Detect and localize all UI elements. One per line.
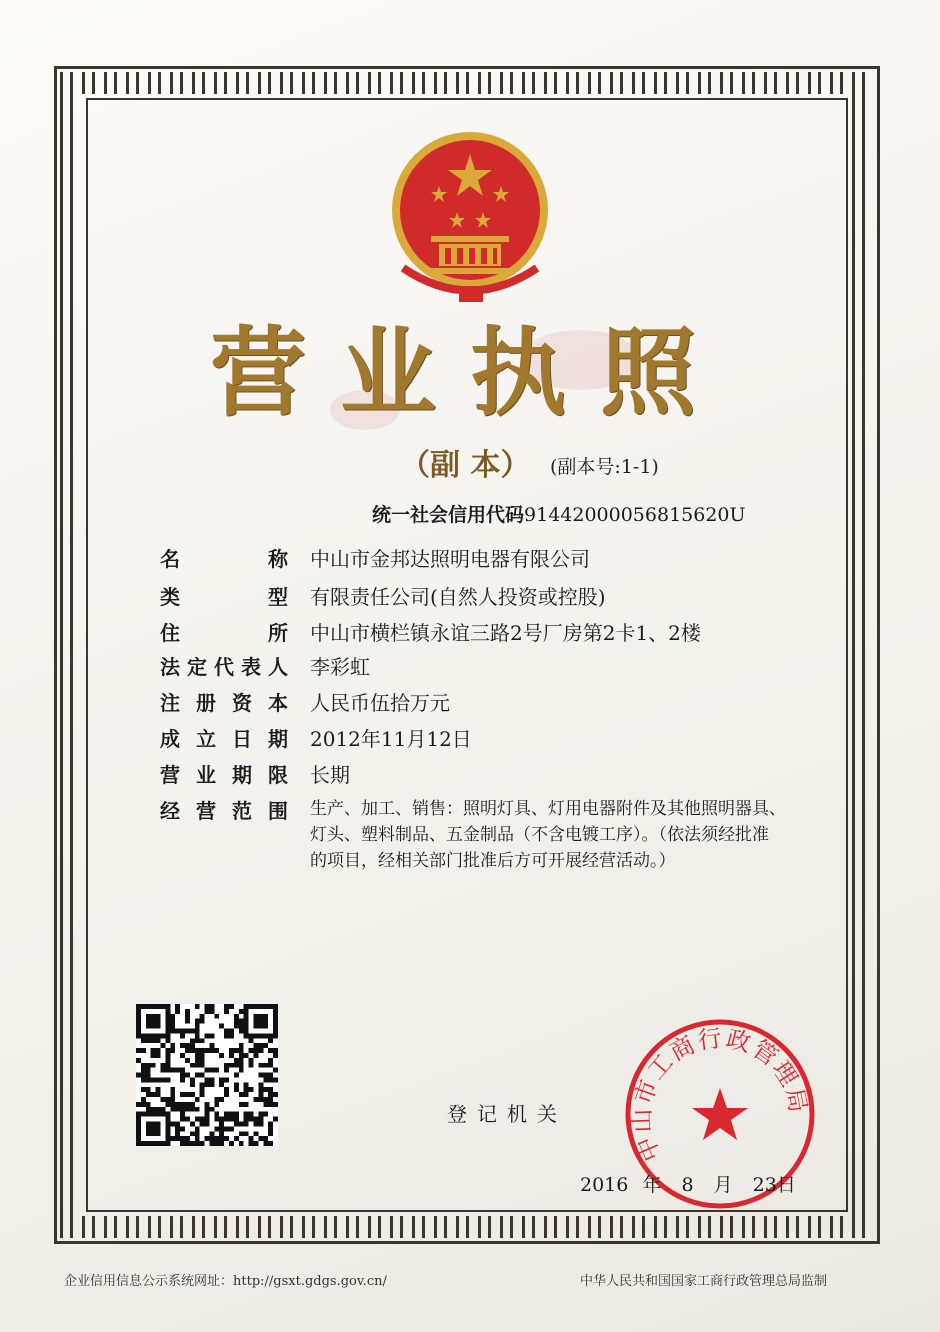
credit-code-value: 91442000056815620U: [524, 504, 746, 526]
field-value: 长期: [310, 763, 350, 787]
business-scope-text: [310, 796, 850, 874]
issue-month: 8: [681, 1174, 694, 1196]
field-label: 成 立 日 期: [160, 727, 288, 751]
scope-line: 灯头、塑料制品、五金制品（不含电镀工序）。（依法须经批准: [310, 825, 769, 845]
field-value: 2012年11月12日: [310, 727, 472, 751]
field-label: 营 业 期 限: [160, 763, 288, 787]
field-label: 法 定 代 表 人: [160, 655, 288, 679]
credit-code-label: 统一社会信用代码: [372, 504, 525, 526]
field-value: 有限责任公司(自然人投资或控股): [310, 585, 606, 609]
scope-line: 生产、加工、销售：照明灯具、灯用电器附件及其他照明器具、: [310, 799, 786, 819]
credit-code-row: [372, 500, 746, 527]
footer-url: 企业信用信息公示系统网址：http://gsxt.gdgs.gov.cn/: [64, 1274, 387, 1289]
field-value: 中山市横栏镇永谊三路2号厂房第2卡1、2楼: [310, 621, 701, 645]
issue-day-unit: 日: [776, 1174, 796, 1196]
copy-label: （副 本）: [400, 448, 531, 483]
field-label: 注 册 资 本: [160, 691, 288, 715]
field-label: 类 型: [160, 585, 288, 609]
license-title: 营业执照: [210, 316, 730, 429]
issue-month-unit: 月: [713, 1174, 733, 1196]
issue-year-unit: 年: [642, 1174, 662, 1196]
field-value: 人民币伍拾万元: [310, 691, 450, 715]
qr-code[interactable]: [136, 1004, 278, 1146]
issue-date: [580, 1170, 796, 1197]
footer-issuer: 中华人民共和国国家工商行政管理总局监制: [580, 1274, 828, 1289]
field-value: 中山市金邦达照明电器有限公司: [310, 547, 590, 571]
issue-day: 23: [752, 1174, 777, 1196]
issue-year: 2016: [580, 1174, 629, 1196]
svg-text:中山市工商行政管理局: 中山市工商行政管理局: [627, 1023, 813, 1166]
field-value: 李彩虹: [310, 655, 370, 679]
field-label: 经 营 范 围: [160, 799, 288, 823]
copy-number: (副本号:1-1): [550, 456, 659, 478]
national-emblem-icon: [383, 128, 558, 313]
field-label: 名 称: [160, 547, 288, 571]
registration-authority-label: 登记机关: [447, 1102, 567, 1126]
scope-line: 的项目，经相关部门批准后方可开展经营活动。）: [310, 851, 676, 871]
field-label: 住 所: [160, 621, 288, 645]
